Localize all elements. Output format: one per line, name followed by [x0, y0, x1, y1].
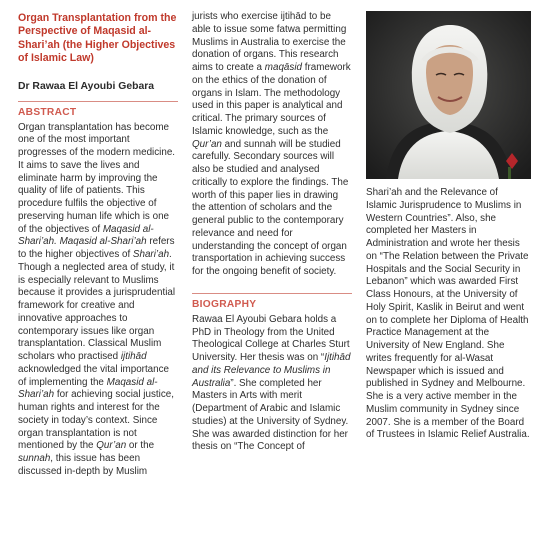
italic-term: ijtihād — [120, 351, 147, 363]
italic-term: Maqasid al-Shari’ah — [18, 376, 158, 401]
biography-section — [192, 293, 352, 310]
italic-term: Qur’an — [192, 138, 222, 150]
text-run: acknowledged the vital importance of implementing the — [18, 363, 170, 388]
section-divider — [192, 293, 352, 294]
text-run: for achieving social justice, human rights and interest for the society in today’s context. Since organ transplantation is not mentioned by the — [18, 389, 174, 452]
text-run: and sunnah will be studied carefully. Secondary sources will also be studied and analysed critically to explore the findings. The worth of this paper lies in drawing the attention of scholars and the general public to the contemporary relevance and need for understanding the concept of organ transportation in achieving success for the ongoing benefit of society. — [192, 138, 349, 277]
italic-term: Maqasid al-Shari’ah. Maqasid al-Shari’ah — [18, 223, 154, 248]
column-right — [366, 0, 531, 442]
text-run: refers to the higher objectives of — [18, 236, 175, 261]
italic-term: sunnah — [18, 453, 51, 465]
text-run: , this issue has been discussed in-depth by Muslim — [18, 453, 148, 477]
text-run: framework on the ethics of the donation of organs in Islam. The methodology used in this paper is analytical and critical. The primary sources of Islamic knowledge, such as the — [192, 62, 351, 137]
author-photo — [366, 11, 531, 179]
biography-heading: BIOGRAPHY — [192, 298, 257, 310]
text-run: Shari’ah and the Relevance of Islamic Jurisprudence to Muslims in Western Countries”. Also, she completed her Masters in Administration and wrote her thesis on “The Relation between the Private Hospitals and the Social Security in Lebanon” which was awarded First Class Honours, at the University of Holy Spirit, Kaslik in Beirut and went on to complete her Diploma of Health Practice Management at the University of New England. She writes frequently for al-Wasat Newspaper which is issued and published in Sydney and Melbourne. She is a very active member in the Muslim community in Sydney since 2007. She is a member of the Board of Trustees in Islamic Relief Australia. — [366, 187, 530, 441]
italic-term: maqāsid — [264, 62, 302, 73]
abstract-text-part1 — [18, 122, 178, 479]
column-left — [18, 0, 178, 479]
article-author: Dr Rawaa El Ayoubi Gebara — [18, 80, 155, 92]
section-divider — [18, 101, 178, 102]
text-run: Rawaa El Ayoubi Gebara holds a PhD in Theology from the United Theological College at Charles Sturt University. Her thesis was on “ — [192, 313, 350, 363]
biography-text-part1 — [192, 314, 352, 454]
text-run: ”. She completed her Masters in Arts with merit (Department of Arabic and Islamic studies) at the University of Sydney. She was awarded distinction for her thesis on “The Concept of — [192, 377, 349, 453]
text-run: jurists who exercise ijtihād to be able to issue some fatwa permitting Muslims in Australia to exercise the donation of organs. This research aims to create a — [192, 11, 347, 73]
column-middle — [192, 0, 352, 454]
text-run: Organ transplantation has become one of the most important progresses of the modern medicine. It aims to save the lives and eliminate harm by improving the quality of life of patients. This procedure fulfils the objective of preserving human life which is one of the objectives of — [18, 121, 176, 235]
abstract-heading: ABSTRACT — [18, 106, 77, 118]
biography-text-part2 — [366, 187, 531, 442]
abstract-text-part2 — [192, 11, 352, 279]
article-title: Organ Transplantation from the Perspective of Maqasid al-Shari’ah (the Higher Objectives of Islamic Law) — [18, 12, 177, 65]
author-portrait-illustration — [366, 11, 531, 179]
italic-term: Shari’ah — [132, 249, 170, 261]
text-run: or the — [126, 440, 155, 452]
text-run: . Though a neglected area of study, it is especially relevant to Muslims because it provides a jurisprudential framework for creative and innovative approaches to contemporary issues like organ transplantation. Classical Muslim scholars who practised — [18, 249, 176, 363]
italic-term: Ijtihād and its Relevance to Muslims in Australia — [192, 352, 351, 389]
italic-term: Qur’an — [96, 440, 127, 452]
